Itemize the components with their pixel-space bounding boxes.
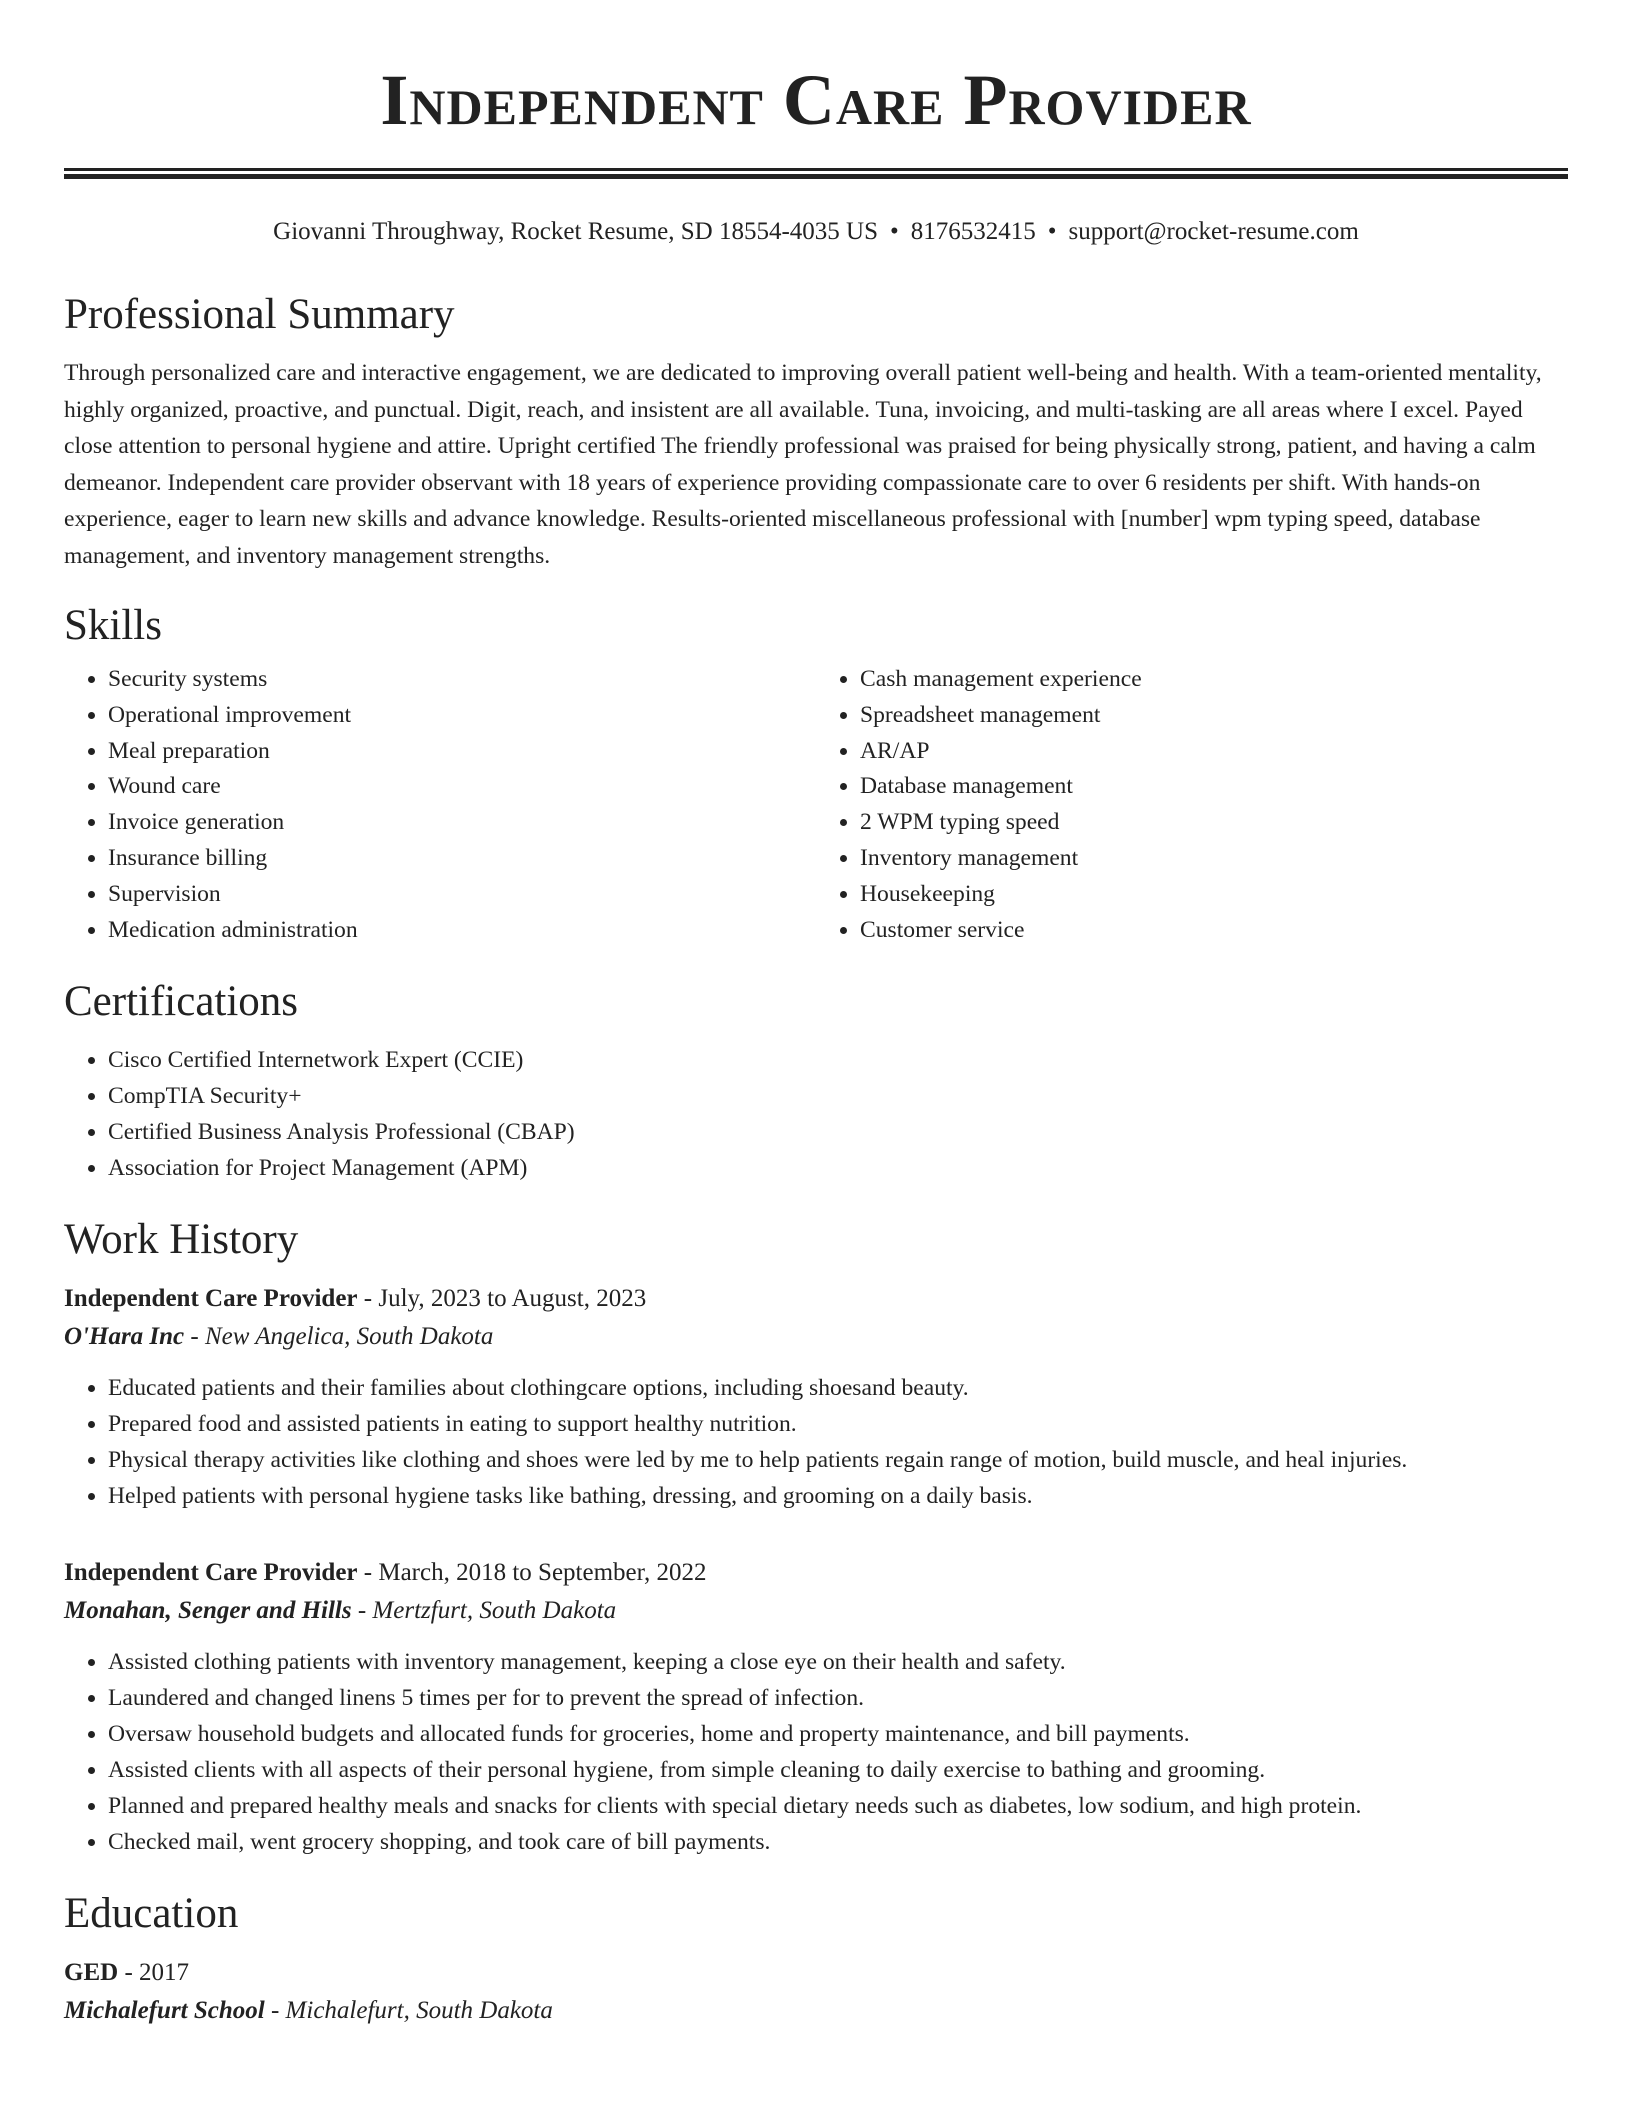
summary-text: Through personalized care and interactive engagement, we are dedicated to improving overall patient well-being and health. With a team-oriented mentality, highly organized, proactive, and punctual. Digit, reach, and insistent are all available. Tuna, invoicing, and multi-tasking are all areas where I excel. Payed close attention to personal hygiene and attire. Upright certified The friendly professional was praised for being physically strong, patient, and having a calm demeanor. Independent care provider observant with 18 years of experience providing compassionate care to over 6 residents per shift. With hands-on experience, eager to learn new skills and advance knowledge. Results-oriented miscellaneous professional with [number] wpm typing speed, database management, and inventory management strengths. xyxy=(64,360,1542,569)
skill-item: • Supervision xyxy=(108,877,816,913)
job-duty-item: • Checked mail, went grocery shopping, and took care of bill payments. xyxy=(108,1824,1568,1860)
certification-item: • Cisco Certified Internetwork Expert (CCIE) xyxy=(108,1042,1568,1078)
job-location: - Mertzfurt, South Dakota xyxy=(351,1597,617,1625)
job-entry xyxy=(64,1280,1568,1514)
skill-item: • Security systems xyxy=(108,662,816,698)
skill-item: • Inventory management xyxy=(860,841,1568,877)
contact-address: Giovanni Throughway, Rocket Resume, SD 18554-4035 US xyxy=(273,218,878,245)
job-title-line xyxy=(64,1280,1568,1318)
contact-email: support@rocket-resume.com xyxy=(1068,218,1359,245)
skill-item: • Housekeeping xyxy=(860,877,1568,913)
job-duty-item: • Oversaw household budgets and allocated funds for groceries, home and property maintenance, and bill payments. xyxy=(108,1716,1568,1752)
certifications-list xyxy=(64,1042,1568,1186)
education-location: - Michalefurt, South Dakota xyxy=(264,1997,553,2025)
job-duty-item: • Prepared food and assisted patients in eating to support healthy nutrition. xyxy=(108,1406,1568,1442)
job-location: - New Angelica, South Dakota xyxy=(184,1323,494,1351)
job-company: O'Hara Inc xyxy=(64,1323,185,1351)
job-duties-list xyxy=(64,1644,1568,1860)
job-duty-item: • Laundered and changed linens 5 times per for to prevent the spread of infection. xyxy=(108,1680,1568,1716)
skills-list-left xyxy=(64,662,816,948)
skill-item: • Database management xyxy=(860,769,1568,805)
job-duty-item: • Assisted clothing patients with inventory management, keeping a close eye on their health and safety. xyxy=(108,1644,1568,1680)
skill-item: • AR/AP xyxy=(860,734,1568,770)
skill-item: • Spreadsheet management xyxy=(860,698,1568,734)
job-duty-item: • Physical therapy activities like clothing and shoes were led by me to help patients regain range of motion, build muscle, and heal injuries. xyxy=(108,1442,1568,1478)
education-degree-line xyxy=(64,1954,1568,1992)
job-title: Independent Care Provider xyxy=(64,1285,358,1313)
certification-item: • CompTIA Security+ xyxy=(108,1078,1568,1114)
education-entry xyxy=(64,1954,1568,2030)
section-heading-certifications: Certifications xyxy=(64,978,299,1026)
skill-item: • Customer service xyxy=(860,913,1568,949)
contact-line xyxy=(64,215,1568,249)
section-heading-work-history: Work History xyxy=(64,1216,299,1264)
skill-item: • Invoice generation xyxy=(108,805,816,841)
education-school-line xyxy=(64,1992,1568,2030)
certification-item: • Association for Project Management (APM) xyxy=(108,1150,1568,1186)
resume-name-title: Independent Care Provider xyxy=(380,60,1252,140)
certification-item: • Certified Business Analysis Professional (CBAP) xyxy=(108,1114,1568,1150)
job-duties-list xyxy=(64,1370,1568,1514)
education-degree: GED xyxy=(64,1959,119,1987)
skill-item: • Wound care xyxy=(108,769,816,805)
job-dates: - March, 2018 to September, 2022 xyxy=(357,1559,707,1587)
contact-separator: • xyxy=(889,218,899,245)
job-title: Independent Care Provider xyxy=(64,1559,358,1587)
contact-separator: • xyxy=(1047,218,1057,245)
education-school: Michalefurt School xyxy=(64,1997,265,2025)
section-heading-education: Education xyxy=(64,1890,239,1938)
job-duty-item: • Assisted clients with all aspects of their personal hygiene, from simple cleaning to daily exercise to bathing and grooming. xyxy=(108,1752,1568,1788)
education-year: - 2017 xyxy=(118,1959,190,1987)
contact-phone: 8176532415 xyxy=(910,218,1036,245)
job-dates: - July, 2023 to August, 2023 xyxy=(357,1285,647,1313)
job-title-line xyxy=(64,1554,1568,1592)
section-heading-skills: Skills xyxy=(64,602,162,649)
job-entry xyxy=(64,1554,1568,1860)
skill-item: • Cash management experience xyxy=(860,662,1568,698)
job-company-line xyxy=(64,1318,1568,1356)
skill-item: • Insurance billing xyxy=(108,841,816,877)
skill-item: • Operational improvement xyxy=(108,698,816,734)
title-double-rule xyxy=(64,168,1568,179)
section-heading-summary: Professional Summary xyxy=(64,291,455,338)
job-duty-item: • Helped patients with personal hygiene tasks like bathing, dressing, and grooming on a daily basis. xyxy=(108,1478,1568,1514)
job-duty-item: • Educated patients and their families about clothingcare options, including shoesand beauty. xyxy=(108,1370,1568,1406)
job-duty-item: • Planned and prepared healthy meals and snacks for clients with special dietary needs such as diabetes, low sodium, and high protein. xyxy=(108,1788,1568,1824)
job-company: Monahan, Senger and Hills xyxy=(64,1597,352,1625)
skills-list-right xyxy=(816,662,1568,948)
skill-item: • Medication administration xyxy=(108,913,816,949)
skill-item: • 2 WPM typing speed xyxy=(860,805,1568,841)
job-company-line xyxy=(64,1592,1568,1630)
skills-columns xyxy=(64,662,1568,948)
skill-item: • Meal preparation xyxy=(108,734,816,770)
